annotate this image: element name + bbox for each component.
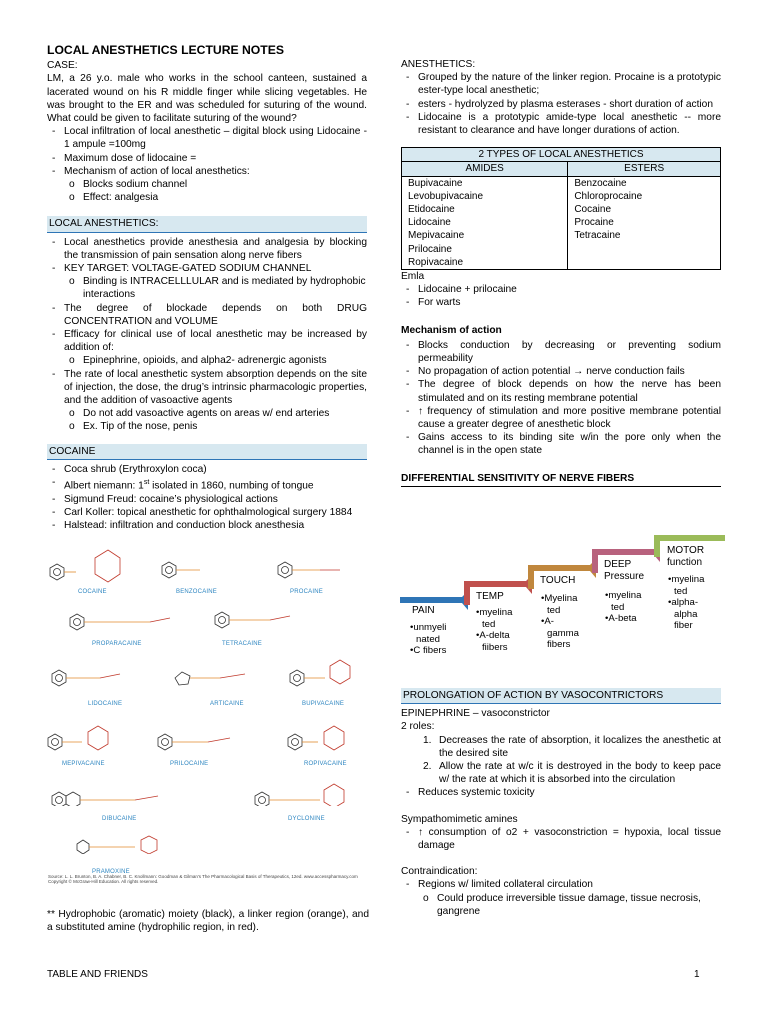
fiber-line: •myelina bbox=[605, 590, 642, 601]
page-title: LOCAL ANESTHETICS LECTURE NOTES bbox=[47, 43, 284, 57]
amide-item: Lidocaine bbox=[408, 217, 451, 229]
list-item: - Blocks conduction by decreasing or preventing sodium permeability bbox=[401, 339, 721, 365]
case-label: CASE: bbox=[47, 60, 78, 72]
case-list bbox=[47, 125, 367, 204]
list-item: - Sigmund Freud: cocaine’s physiological actions bbox=[47, 493, 367, 506]
roles-list bbox=[401, 734, 721, 787]
structure-label: PRAMOXINE bbox=[92, 869, 130, 875]
epinephrine-line: EPINEPHRINE – vasoconstrictor bbox=[401, 708, 550, 720]
structure-label: LIDOCAINE bbox=[88, 701, 123, 707]
niemann-rest: isolated in 1860, numbing of tongue bbox=[149, 480, 314, 492]
amide-item: Ropivacaine bbox=[408, 256, 464, 268]
list-item: - Local anesthetics provide anesthesia and analgesia by blocking the transmission of pain sensation along nerve fibers bbox=[47, 236, 367, 262]
fiber-line: fiber bbox=[674, 620, 693, 631]
ester-item: Cocaine bbox=[574, 204, 612, 216]
fiber-line: ted bbox=[547, 604, 561, 616]
stage-label-line: function bbox=[667, 557, 703, 568]
fiber-line: ted bbox=[674, 585, 688, 597]
item-number: 2. bbox=[423, 761, 432, 773]
amide-item: Levobupivacaine bbox=[408, 190, 484, 202]
ester-item: Benzocaine bbox=[574, 177, 627, 189]
fiber-line: •unmyeli bbox=[410, 622, 447, 633]
stair-deep-riser bbox=[592, 549, 598, 573]
emla-heading: Emla bbox=[401, 271, 425, 283]
fiber-line: alpha bbox=[674, 608, 698, 620]
structure-label: ARTICAINE bbox=[210, 701, 244, 707]
footer-text: TABLE AND FRIENDS bbox=[47, 969, 148, 980]
roles-line: 2 roles: bbox=[401, 721, 435, 733]
local-anesthetics-list bbox=[47, 236, 367, 434]
stage-label-line: DEEP bbox=[604, 559, 632, 570]
structure-label: BENZOCAINE bbox=[176, 589, 218, 595]
structure-label: PROCAINE bbox=[290, 589, 323, 595]
list-subitem: o Effect: analgesia bbox=[47, 191, 367, 204]
section-heading-local-anesthetics: LOCAL ANESTHETICS: bbox=[47, 216, 367, 232]
stair-touch-riser bbox=[528, 565, 534, 589]
right-column-lower bbox=[401, 688, 721, 918]
types-of-anesthetics-table bbox=[401, 147, 721, 270]
structure-label: COCAINE bbox=[78, 589, 107, 595]
list-subitem: o Epinephrine, opioids, and alpha2- adrenergic agonists bbox=[47, 354, 367, 367]
anesthetics-list bbox=[401, 71, 721, 137]
list-subitem: o Do not add vasoactive agents on areas w/ end arteries bbox=[47, 407, 367, 420]
emla-list bbox=[401, 283, 721, 309]
contraindication-heading: Contraindication: bbox=[401, 866, 478, 878]
section-heading-prolongation: PROLONGATION OF ACTION BY VASOCONTRICTORS bbox=[401, 688, 721, 704]
stage-label-touch: TOUCH bbox=[540, 575, 576, 586]
ester-item: Procaine bbox=[574, 217, 614, 229]
list-item: - Lidocaine + prilocaine bbox=[401, 283, 721, 296]
list-item: - Reduces systemic toxicity bbox=[401, 786, 721, 799]
fiber-text bbox=[476, 607, 512, 653]
list-item: - Maximum dose of lidocaine = bbox=[47, 152, 367, 165]
mechanism-heading: Mechanism of action bbox=[401, 324, 502, 336]
amide-item: Bupivacaine bbox=[408, 177, 463, 189]
stage-label-deep bbox=[604, 559, 644, 583]
stair-motor-riser bbox=[654, 535, 660, 557]
stair-motor bbox=[654, 535, 725, 541]
ester-item: Tetracaine bbox=[574, 230, 621, 242]
list-subitem: o Could produce irreversible tissue damage, tissue necrosis, gangrene bbox=[401, 892, 721, 918]
page-number: 1 bbox=[694, 969, 700, 980]
fiber-text bbox=[668, 574, 704, 632]
fiber-text bbox=[605, 590, 641, 625]
structure-label: PRILOCAINE bbox=[170, 761, 209, 767]
numbered-item bbox=[401, 734, 721, 760]
list-item: - For warts bbox=[401, 296, 721, 309]
chemical-structures-figure bbox=[40, 538, 370, 806]
list-subitem: o Blocks sodium channel bbox=[47, 178, 367, 191]
item-text: Allow the rate at w/c it is destroyed in the body to keep pace w/ the rate at which it is absorbed into the circulation bbox=[439, 761, 721, 786]
amide-item: Mepivacaine bbox=[408, 230, 465, 242]
fiber-line: •A-beta bbox=[605, 613, 637, 624]
pramoxine-structure bbox=[75, 834, 135, 854]
structure-label: DYCLONINE bbox=[288, 816, 325, 822]
fiber-line: ted bbox=[611, 601, 625, 613]
stair-temp-riser bbox=[464, 581, 470, 605]
left-column bbox=[47, 44, 367, 532]
list-item: - Coca shrub (Erythroxylon coca) bbox=[47, 463, 367, 476]
list-item: - Mechanism of action of local anesthetics: bbox=[47, 165, 367, 178]
prolongation-list bbox=[401, 786, 721, 799]
stage-label-line: MOTOR bbox=[667, 545, 705, 556]
item-number: 1. bbox=[423, 734, 432, 746]
sympathomimetic-heading: Sympathomimetic amines bbox=[401, 813, 518, 825]
section-heading-cocaine: COCAINE bbox=[47, 444, 367, 460]
list-item bbox=[47, 476, 367, 493]
cocaine-list bbox=[47, 463, 367, 532]
list-item: - The degree of blockade depends on both DRUG CONCENTRATION and VOLUME bbox=[47, 302, 367, 328]
structure-label: BUPIVACAINE bbox=[302, 701, 345, 707]
list-item: - Gains access to its binding site w/in the pore only when the channel is in the open state bbox=[401, 431, 721, 457]
structure-label: MEPIVACAINE bbox=[62, 761, 105, 767]
amides-cell bbox=[402, 176, 568, 269]
fiber-line: •myelina bbox=[668, 574, 705, 585]
list-item: - The degree of block depends on how the nerve has been stimulated and on its resting membrane potential bbox=[401, 378, 721, 404]
contraindication-list bbox=[401, 878, 721, 918]
fiber-line: gamma bbox=[547, 627, 579, 639]
list-item: - Lidocaine is a prototypic amide-type local anesthetic -- more resistant to clearance and have longer durations of action. bbox=[401, 111, 721, 137]
fiber-line: ted bbox=[482, 618, 496, 630]
figure-source-caption: Source: L. L. Brunton, B. A. Chabner, B. C. Knollmann: Goodman & Gilman's The Pharmacological Basis of Therapeutics, 12ed. www.accesspharmacy.com Copyright © McGraw-Hill Education. All rights reserved. bbox=[48, 874, 358, 884]
list-subitem: o Binding is INTRACELLLULAR and is mediated by hydrophobic interactions bbox=[47, 275, 367, 301]
item-text: Decreases the rate of absorption, it localizes the anesthetic at the desired site bbox=[439, 734, 721, 759]
list-item: - Local infiltration of local anesthetic – digital block using Lidocaine - 1 ampule =100mg bbox=[47, 125, 367, 151]
list-item: - ↑ consumption of o2 + vasoconstriction = hypoxia, local tissue damage bbox=[401, 826, 721, 852]
column-header-esters: ESTERS bbox=[568, 162, 721, 176]
nerve-sensitivity-diagram bbox=[400, 535, 725, 675]
fiber-line: •A- bbox=[541, 616, 554, 627]
esters-cell bbox=[568, 176, 721, 269]
numbered-item bbox=[401, 760, 721, 786]
fiber-text bbox=[541, 593, 579, 651]
mechanism-list bbox=[401, 339, 721, 458]
list-item: - ↑ frequency of stimulation and more positive membrane potential cause a greater degree of anesthetic block bbox=[401, 405, 721, 431]
list-item: - Efficacy for clinical use of local anesthetic may be increased by addition of: bbox=[47, 328, 367, 354]
structure-color-note: ** Hydrophobic (aromatic) moiety (black), a linker region (orange), and a substituted amine (hydrophilic region, in red). bbox=[47, 909, 369, 934]
fiber-line: •C fibers bbox=[410, 645, 447, 656]
fiber-line: nated bbox=[416, 633, 441, 645]
amide-item: Prilocaine bbox=[408, 243, 452, 255]
list-item: - Grouped by the nature of the linker region. Procaine is a prototypic ester-type local anesthetic; bbox=[401, 71, 721, 97]
structure-label: PROPARACAINE bbox=[92, 641, 142, 647]
right-column bbox=[401, 44, 721, 487]
list-item: - The rate of local anesthetic system absorption depends on the site of injection, the dose, the drug’s intrinsic pharmacologic properties, and the addition of vasoactive agents bbox=[47, 368, 367, 408]
list-subitem: o Ex. Tip of the nose, penis bbox=[47, 420, 367, 433]
superscript: st bbox=[143, 479, 150, 487]
list-item: - Halstead: infiltration and conduction block anesthesia bbox=[47, 519, 367, 532]
list-item: - Carl Koller: topical anesthetic for ophthalmological surgery 1884 bbox=[47, 506, 367, 519]
ester-item: Chloroprocaine bbox=[574, 190, 643, 202]
niemann-text: Albert niemann: 1 bbox=[64, 480, 144, 492]
list-item: - KEY TARGET: VOLTAGE-GATED SODIUM CHANNEL bbox=[47, 262, 367, 275]
column-header-amides: AMIDES bbox=[402, 162, 568, 176]
case-text: LM, a 26 y.o. male who works in the school canteen, sustained a lacerated wound on his R middle finger while slicing vegetables. He was brought to the ER and was scheduled for suturing of the wound. What could be given to facilitate suturing of the wound? bbox=[47, 73, 367, 125]
list-item: - No propagation of action potential → nerve conduction fails bbox=[401, 365, 721, 378]
list-item: - esters - hydrolyzed by plasma esterases - short duration of action bbox=[401, 98, 721, 111]
fiber-line: •alpha- bbox=[668, 597, 699, 608]
list-item: - Regions w/ limited collateral circulation bbox=[401, 878, 721, 891]
pramoxine-drawing bbox=[75, 834, 185, 854]
structure-label: TETRACAINE bbox=[222, 641, 263, 647]
structure-label: DIBUCAINE bbox=[102, 816, 137, 822]
stage-label-pain: PAIN bbox=[412, 605, 435, 616]
fiber-line: •Myelina bbox=[541, 593, 578, 604]
table-caption: 2 TYPES OF LOCAL ANESTHETICS bbox=[402, 148, 721, 162]
anesthetics-heading: ANESTHETICS: bbox=[401, 59, 476, 70]
stage-label-temp: TEMP bbox=[476, 591, 504, 602]
stage-label-motor bbox=[667, 545, 704, 569]
fiber-line: fiibers bbox=[482, 641, 508, 653]
fiber-text bbox=[410, 622, 446, 657]
stage-label-line: Pressure bbox=[604, 571, 645, 582]
amide-item: Etidocaine bbox=[408, 204, 455, 216]
sympathomimetic-list bbox=[401, 826, 721, 852]
differential-heading: DIFFERENTIAL SENSITIVITY OF NERVE FIBERS bbox=[401, 472, 721, 487]
structure-label: ROPIVACAINE bbox=[304, 761, 347, 767]
fiber-line: •myelina bbox=[476, 607, 513, 618]
fiber-line: •A-delta bbox=[476, 630, 510, 641]
fiber-line: fibers bbox=[547, 639, 571, 650]
